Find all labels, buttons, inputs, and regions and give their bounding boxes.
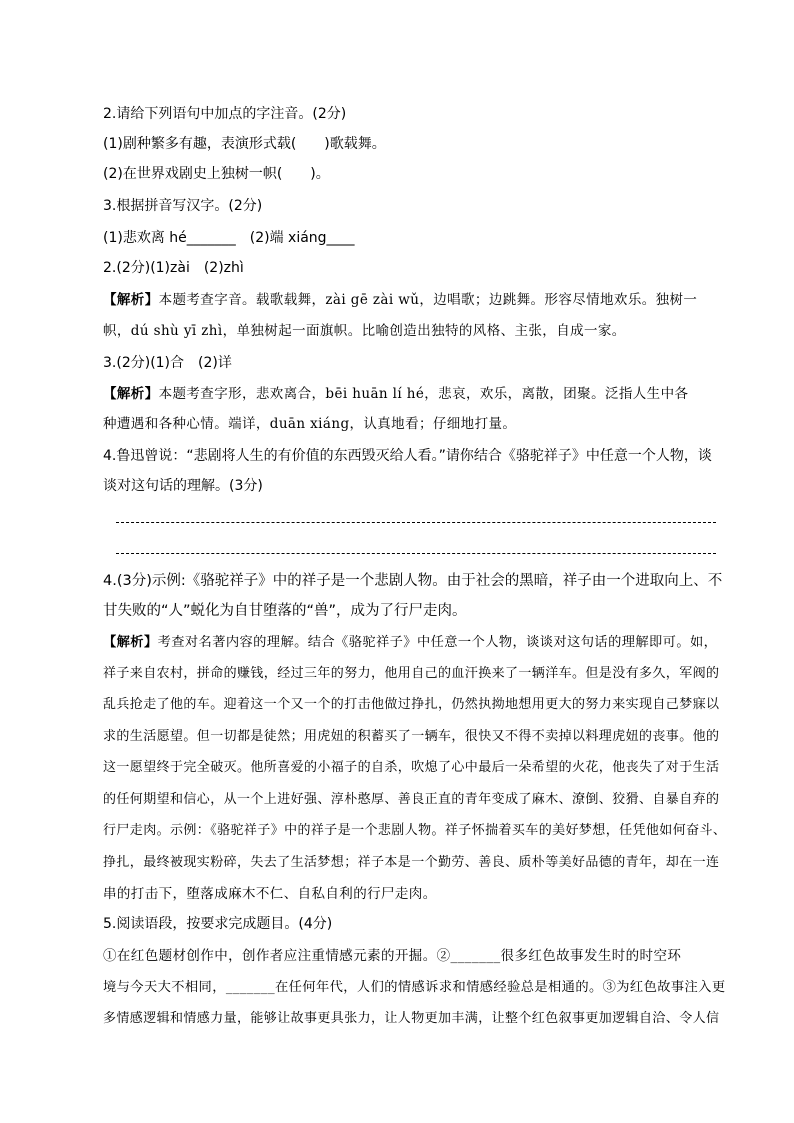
question-3-items: (1)悲欢离 hé_______ (2)端 xiáng____ <box>103 230 355 246</box>
answer-4-analysis-line-3: 乱兵抢走了他的车。迎着这一个又一个的打击他做过挣扎，仍然执拗地想用更大的努力来实现自己梦寐以 <box>103 697 720 712</box>
answer-4-line-1: 4.(3分)示例:《骆驼祥子》中的祥子是一个悲剧人物。由于社会的黑暗，祥子由一个进取向上、不 <box>103 573 723 589</box>
question-5-passage-line-3: 多情感逻辑和情感力量，能够让故事更具张力，让人物更加丰满，让整个红色叙事更加逻辑自洽、令人信 <box>103 1011 720 1026</box>
question-2-item-2: (2)在世界戏剧史上独树一帜( )。 <box>103 166 330 182</box>
answer-3-analysis-line-2: 种遭遇和各种心情。端详，duān xiáng，认真地看；仔细地打量。 <box>103 416 517 432</box>
answer-4-analysis-line-6: 的任何期望和信心，从一个上进好强、淳朴憨厚、善良正直的青年变成了麻木、潦倒、狡猾、自暴自弃的 <box>103 792 720 807</box>
answer-4-analysis-line-2: 祥子来自农村，拼命的赚钱，经过三年的努力，他用自己的血汗换来了一辆洋车。但是没有多久，军阀的 <box>103 666 720 681</box>
answer-4-line-2: 甘失败的“人”蜕化为自甘堕落的“兽”，成为了行尸走肉。 <box>103 603 467 619</box>
answer-3-analysis-line-1: 【解析】本题考查字形，悲欢离合，bēi huān lí hé，悲哀，欢乐，离散，团聚。泛指人生中各 <box>103 386 689 402</box>
analysis-label: 【解析】 <box>103 292 159 308</box>
answer-4-analysis-line-4: 求的生活愿望。但一切都是徒然；用虎妞的积蓄买了一辆车，很快又不得不卖掉以料理虎妞的丧事。他的 <box>103 729 720 744</box>
answer-4-analysis-line-7: 行尸走肉。示例：《骆驼祥子》中的祥子是一个悲剧人物。祥子怀揣着买车的美好梦想，任凭他如何奋斗、 <box>103 823 727 838</box>
answer-4-analysis-line-9: 串的打击下，堕落成麻木不仁、自私自利的行尸走肉。 <box>103 886 437 902</box>
question-4-line-2: 谈对这句话的理解。(3分) <box>103 478 263 494</box>
question-3-title: 3.根据拼音写汉字。(2分) <box>103 198 263 214</box>
answer-4-analysis-line-5: 这一愿望终于完全破灭。他所喜爱的小福子的自杀，吹熄了心中最后一朵希望的火花，他丧失了对于生活 <box>103 760 720 775</box>
answer-3: 3.(2分)(1)合 (2)详 <box>103 355 232 371</box>
answer-2-analysis-line-1: 【解析】本题考查字音。载歌载舞，zài gē zài wǔ，边唱歌；边跳舞。形容尽情地欢乐。独树一 <box>103 292 698 308</box>
question-5-passage-line-2: 境与今天大不相同，_______在任何年代，人们的情感诉求和情感经验总是相通的。③为红色故事注入更 <box>103 980 726 995</box>
analysis-label: 【解析】 <box>103 386 159 402</box>
question-2-item-1: (1)剧种繁多有趣，表演形式载( )歌载舞。 <box>103 136 386 152</box>
question-4-line-1: 4.鲁迅曾说：“悲剧将人生的有价值的东西毁灭给人看。”请你结合《骆驼祥子》中任意一个人物，谈 <box>103 448 712 464</box>
analysis-label: 【解析】 <box>103 635 158 650</box>
question-5-title: 5.阅读语段，按要求完成题目。(4分) <box>103 916 333 932</box>
answer-blank-line-1 <box>116 522 716 523</box>
question-2-title: 2.请给下列语句中加点的字注音。(2分) <box>103 106 347 122</box>
answer-blank-line-2 <box>116 553 716 554</box>
answer-2: 2.(2分)(1)zài (2)zhì <box>103 260 244 276</box>
question-5-passage-line-1: ①在红色题材创作中，创作者应注重情感元素的开掘。②_______很多红色故事发生时的时空环 <box>103 948 682 964</box>
answer-2-analysis-line-2: 帜，dú shù yī zhì，单独树起一面旗帜。比喻创造出独特的风格、主张，自成一家。 <box>103 323 626 339</box>
answer-4-analysis-line-1: 【解析】考查对名著内容的理解。结合《骆驼祥子》中任意一个人物，谈谈对这句话的理解即可。如， <box>103 635 718 650</box>
answer-4-analysis-line-8: 挣扎，最终被现实粉碎，失去了生活梦想；祥子本是一个勤劳、善良、质朴等美好品德的青年，却在一连 <box>103 855 720 870</box>
